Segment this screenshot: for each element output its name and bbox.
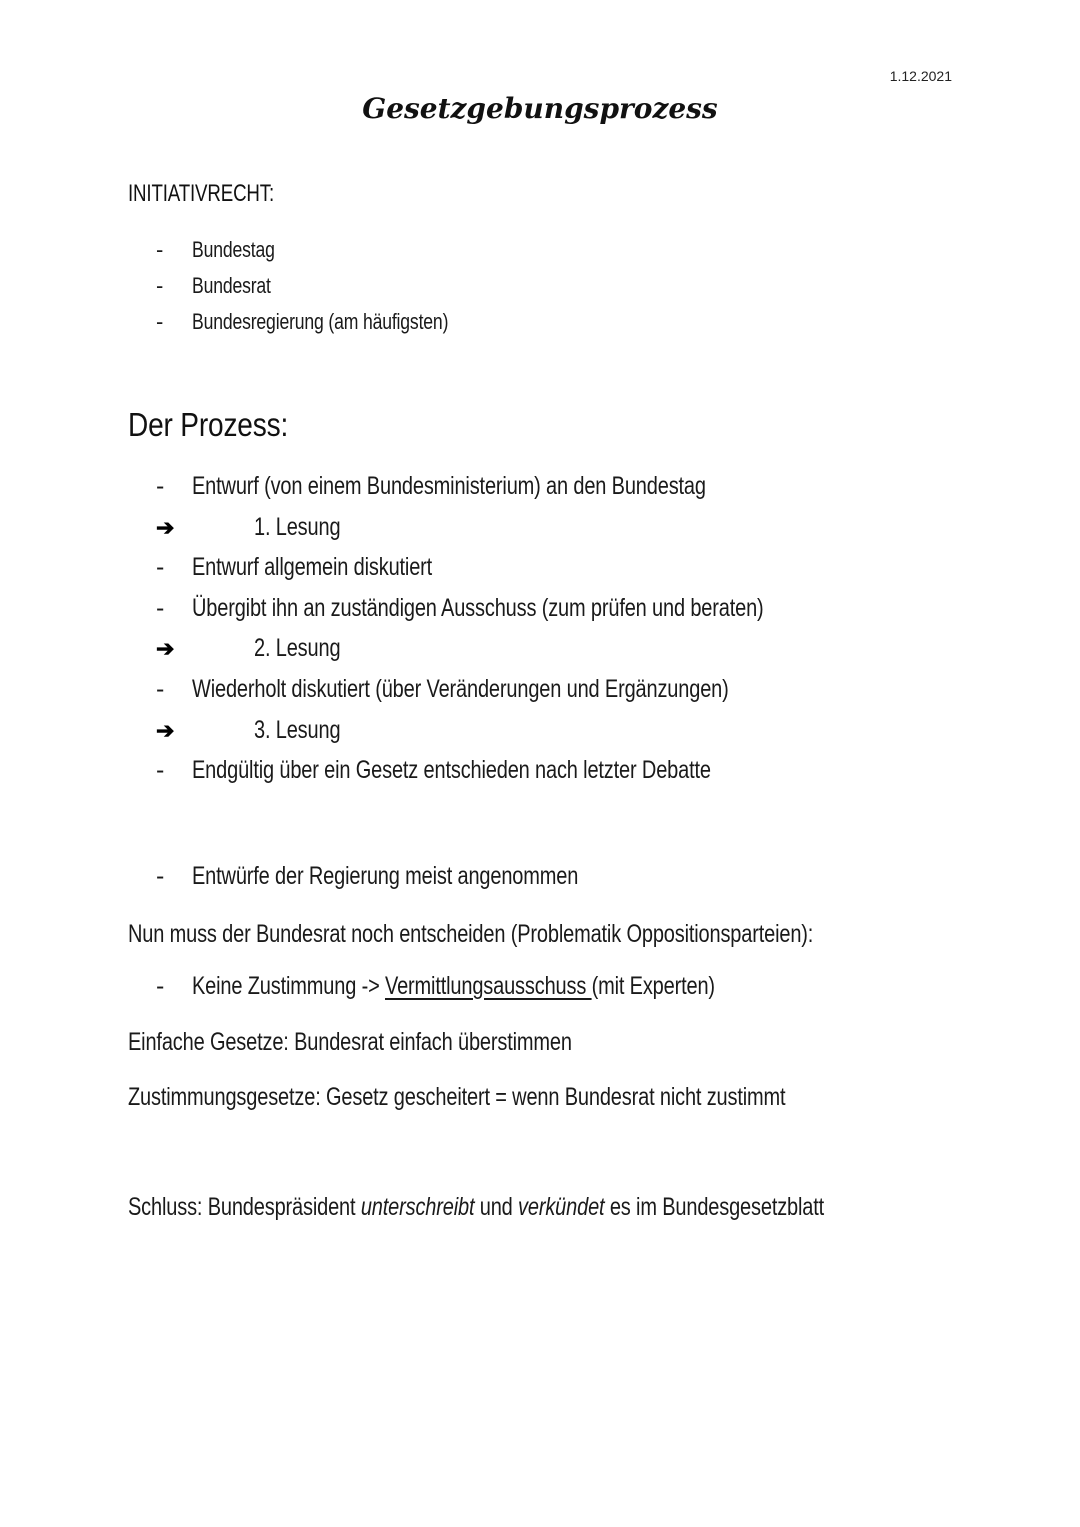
dash-bullet: - <box>156 862 165 890</box>
dash-bullet: - <box>156 756 165 785</box>
step-text: Entwurf (von einem Bundesministerium) an den Bundestag <box>192 472 706 500</box>
dash-bullet: - <box>156 593 165 622</box>
list-item <box>156 232 512 268</box>
prozess-heading: Der Prozess: <box>128 406 289 443</box>
keine-zustimmung-prefix: Keine Zustimmung -> <box>192 972 385 1000</box>
schluss-italic-unterschreibt: unterschreibt <box>360 1193 475 1221</box>
list-item <box>156 628 906 669</box>
prozess-steps-list <box>156 466 906 791</box>
list-item <box>156 588 906 629</box>
keine-zustimmung-bullet <box>156 972 846 1001</box>
bundesrat-line: Nun muss der Bundesrat noch entscheiden (Problematik Oppositionsparteien): <box>128 920 814 948</box>
dash-bullet: - <box>156 237 164 262</box>
initiativrecht-heading: INITIATIVRECHT: <box>128 180 275 207</box>
vermittlungsausschuss-term: Vermittlungsausschuss <box>385 972 592 1000</box>
entwuerfe-text: Entwürfe der Regierung meist angenommen <box>192 862 579 890</box>
list-item <box>156 268 512 304</box>
dash-bullet: - <box>156 472 165 500</box>
entwuerfe-bullet <box>156 862 675 891</box>
step-text: 2. Lesung <box>254 634 341 663</box>
date-label: 1.12.2021 <box>889 68 952 84</box>
step-text: Wiederholt diskutiert (über Veränderungen und Ergänzungen) <box>192 674 729 703</box>
list-item-text: Bundesrat <box>192 273 271 298</box>
page-title: Gesetzgebungsprozess <box>362 92 718 125</box>
arrow-right-icon: ➔ <box>156 514 175 540</box>
keine-zustimmung-text <box>192 972 715 1001</box>
step-text: Übergibt ihn an zuständigen Ausschuss (zum prüfen und beraten) <box>192 593 764 622</box>
list-item <box>156 466 906 507</box>
arrow-right-icon: ➔ <box>156 717 175 743</box>
list-item-text: Bundesregierung (am häufigsten) <box>192 309 449 334</box>
dash-bullet: - <box>156 553 165 582</box>
schluss-italic-verkuendet: verkündet <box>518 1193 605 1221</box>
list-item <box>156 750 906 791</box>
list-item <box>156 547 906 588</box>
dash-bullet: - <box>156 674 165 703</box>
dash-bullet: - <box>156 273 164 298</box>
dash-bullet: - <box>156 309 164 334</box>
list-item <box>156 710 906 751</box>
schluss-prefix: Schluss: Bundespräsident <box>128 1193 361 1221</box>
initiativrecht-list <box>156 232 512 340</box>
dash-bullet: - <box>156 972 165 1000</box>
schluss-middle: und <box>474 1193 519 1221</box>
einfache-gesetze-line: Einfache Gesetze: Bundesrat einfach überstimmen <box>128 1028 572 1056</box>
zustimmungsgesetze-line: Zustimmungsgesetze: Gesetz gescheitert = wenn Bundesrat nicht zustimmt <box>128 1083 786 1111</box>
step-text: Entwurf allgemein diskutiert <box>192 553 433 582</box>
step-text: Endgültig über ein Gesetz entschieden nach letzter Debatte <box>192 756 711 785</box>
list-item <box>156 669 906 710</box>
list-item-text: Bundestag <box>192 237 275 262</box>
schluss-suffix: es im Bundesgesetzblatt <box>604 1193 825 1221</box>
keine-zustimmung-suffix: (mit Experten) <box>591 972 715 1000</box>
list-item <box>156 507 906 548</box>
step-text: 3. Lesung <box>254 715 341 744</box>
schluss-line <box>128 1193 824 1222</box>
step-text: 1. Lesung <box>254 512 341 541</box>
arrow-right-icon: ➔ <box>156 636 175 662</box>
list-item <box>156 304 512 340</box>
